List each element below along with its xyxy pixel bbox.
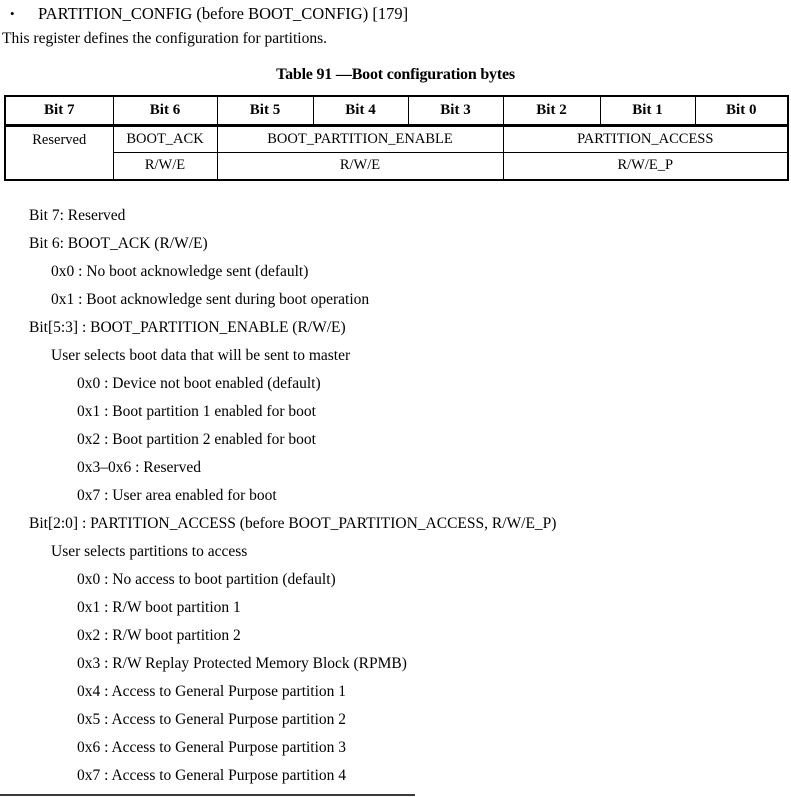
detail-line: User selects partitions to access <box>51 543 248 560</box>
detail-line: 0x5 : Access to General Purpose partition 2 <box>77 711 347 728</box>
detail-line: Bit[5:3] : BOOT_PARTITION_ENABLE (R/W/E) <box>29 319 346 336</box>
bit0-header: Bit 0 <box>695 96 788 125</box>
access-type-row <box>5 152 788 180</box>
partition-access-access-cell: R/W/E_P <box>503 152 788 180</box>
bit6-header: Bit 6 <box>113 96 217 125</box>
register-description: This register defines the configuration for partitions. <box>2 30 327 47</box>
boot-partition-enable-cell: BOOT_PARTITION_ENABLE <box>217 125 503 152</box>
bit-header-row <box>5 96 788 125</box>
bit3-header: Bit 3 <box>408 96 503 125</box>
table-caption: Table 91 —Boot configuration bytes <box>276 66 515 83</box>
boot-ack-cell: BOOT_ACK <box>113 125 217 152</box>
detail-line: Bit 6: BOOT_ACK (R/W/E) <box>29 235 208 252</box>
detail-line: Bit 7: Reserved <box>29 207 126 224</box>
boot-config-bit-table <box>4 95 789 181</box>
partition-access-cell: PARTITION_ACCESS <box>503 125 788 152</box>
detail-line: 0x2 : R/W boot partition 2 <box>77 627 241 644</box>
detail-line: 0x7 : Access to General Purpose partition 4 <box>77 767 347 784</box>
boot-partition-enable-access-cell: R/W/E <box>217 152 503 180</box>
reserved-cell: Reserved <box>5 125 113 180</box>
detail-line: 0x1 : Boot partition 1 enabled for boot <box>77 403 316 420</box>
detail-line: 0x2 : Boot partition 2 enabled for boot <box>77 431 316 448</box>
detail-line: 0x6 : Access to General Purpose partition 3 <box>77 739 347 756</box>
register-heading <box>0 0 791 25</box>
detail-line: 0x1 : R/W boot partition 1 <box>77 599 241 616</box>
detail-line: 0x0 : No access to boot partition (default) <box>77 571 336 588</box>
bit7-header: Bit 7 <box>5 96 113 125</box>
bit2-header: Bit 2 <box>503 96 600 125</box>
bullet-marker: • <box>10 6 15 21</box>
detail-line: User selects boot data that will be sent to master <box>51 347 351 364</box>
bit1-header: Bit 1 <box>600 96 695 125</box>
detail-line: 0x4 : Access to General Purpose partition 1 <box>77 683 347 700</box>
detail-line: 0x3 : R/W Replay Protected Memory Block (RPMB) <box>77 655 407 672</box>
bit4-header: Bit 4 <box>313 96 408 125</box>
detail-line: 0x0 : Device not boot enabled (default) <box>77 375 321 392</box>
detail-line: 0x7 : User area enabled for boot <box>77 487 277 504</box>
clipped-next-element-rule <box>0 794 415 796</box>
register-heading-text: PARTITION_CONFIG (before BOOT_CONFIG) [179] <box>38 4 409 23</box>
bit5-header: Bit 5 <box>217 96 313 125</box>
detail-line: Bit[2:0] : PARTITION_ACCESS (before BOOT_PARTITION_ACCESS, R/W/E_P) <box>29 515 557 532</box>
boot-ack-access-cell: R/W/E <box>113 152 217 180</box>
bit-field-details <box>0 202 791 790</box>
field-name-row <box>5 125 788 152</box>
detail-line: 0x0 : No boot acknowledge sent (default) <box>51 263 309 280</box>
detail-line: 0x3–0x6 : Reserved <box>77 459 201 476</box>
detail-line: 0x1 : Boot acknowledge sent during boot operation <box>51 291 370 308</box>
